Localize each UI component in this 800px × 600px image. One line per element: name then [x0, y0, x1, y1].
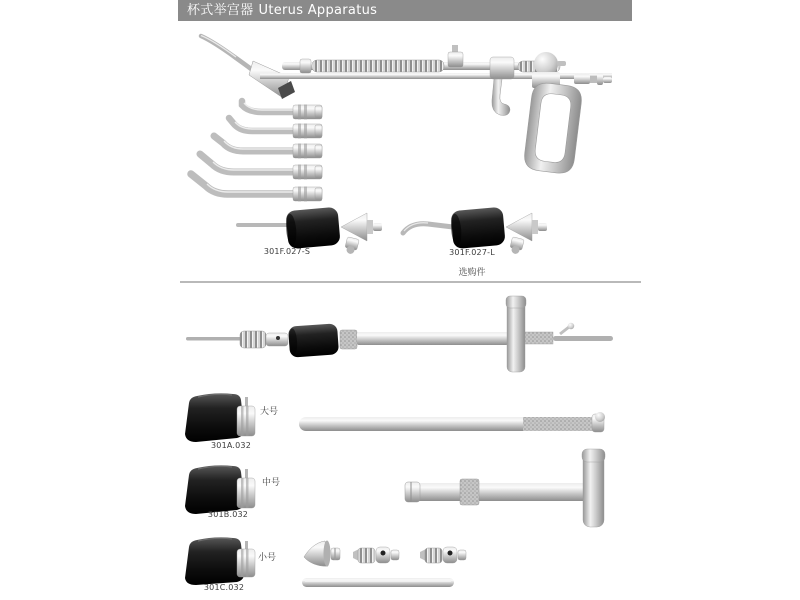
extension-rod-knurl — [523, 417, 595, 431]
extension-rod-knob — [595, 412, 605, 422]
curved-tips-set-illustration — [191, 101, 322, 202]
t-handle-illustration — [405, 449, 605, 527]
assembled-manipulator-illustration — [186, 296, 613, 372]
asm-right-rod — [553, 336, 613, 341]
t-handle-shaft — [408, 483, 588, 501]
extension-rod-illustration — [299, 412, 605, 432]
page-title-en: Uterus Apparatus — [258, 3, 378, 18]
gun-luer-step — [590, 76, 597, 83]
gun-spring-long — [312, 60, 444, 72]
page-title-zh: 杯式举宫器 — [187, 3, 254, 18]
section-divider — [180, 281, 641, 283]
cup-large-body — [185, 393, 244, 442]
probe-l-cone — [506, 213, 532, 241]
short-rod-shaft — [302, 578, 454, 587]
gun-luer-collar — [597, 73, 603, 85]
short-rod-illustration — [302, 578, 454, 587]
cup-large-illustration — [185, 393, 255, 442]
t-handle-left-cap — [405, 482, 420, 502]
probe-s-valve — [344, 237, 360, 255]
asm-spring — [240, 331, 266, 348]
gun-body-block — [490, 57, 514, 79]
gun-trigger-hook — [492, 79, 510, 115]
cup-small-body — [185, 537, 244, 585]
gun-curved-tip — [201, 36, 255, 72]
t-handle-grip — [583, 451, 604, 527]
curved-tip-1 — [242, 101, 322, 120]
product-code-301B032: 301B.032 — [207, 510, 249, 519]
threaded-connector-2-illustration — [420, 547, 466, 563]
asm-t-handle — [507, 298, 525, 372]
probe-s-cone — [341, 213, 367, 241]
curved-tip-2 — [229, 118, 322, 139]
cup-small-illustration — [185, 537, 255, 585]
gun-slider-clamp — [448, 52, 463, 67]
cup-medium-illustration — [185, 465, 255, 514]
threaded-connector-1-illustration — [353, 547, 399, 563]
size-label-medium: 中号 — [262, 478, 281, 488]
product-code-301F027L: 301F.027-L — [449, 248, 495, 257]
gun-luer-tip — [603, 77, 612, 83]
probe-s-rod — [236, 223, 290, 227]
cone-adapter-illustration — [304, 541, 340, 567]
gun-luer-base — [574, 74, 590, 84]
gun-ball-pin — [557, 61, 566, 66]
size-label-small: 小号 — [258, 553, 277, 563]
gun-rod-collar — [300, 59, 311, 73]
optional-part-note: 选购件 — [458, 268, 486, 278]
asm-lever — [560, 327, 569, 334]
gun-loop-grip — [523, 81, 583, 174]
product-code-301C032: 301C.032 — [203, 583, 245, 592]
asm-knurled-grip — [525, 332, 553, 344]
asm-knurled-collar — [340, 330, 357, 349]
size-label-large: 大号 — [260, 407, 279, 417]
cup-medium-body — [185, 465, 244, 514]
product-code-301A032: 301A.032 — [210, 441, 251, 450]
asm-main-shaft — [357, 332, 508, 345]
curved-tip-3 — [214, 136, 322, 159]
product-code-301F027S: 301F.027-S — [263, 247, 311, 256]
t-handle-collar — [460, 479, 479, 505]
asm-left-rod — [186, 337, 243, 341]
